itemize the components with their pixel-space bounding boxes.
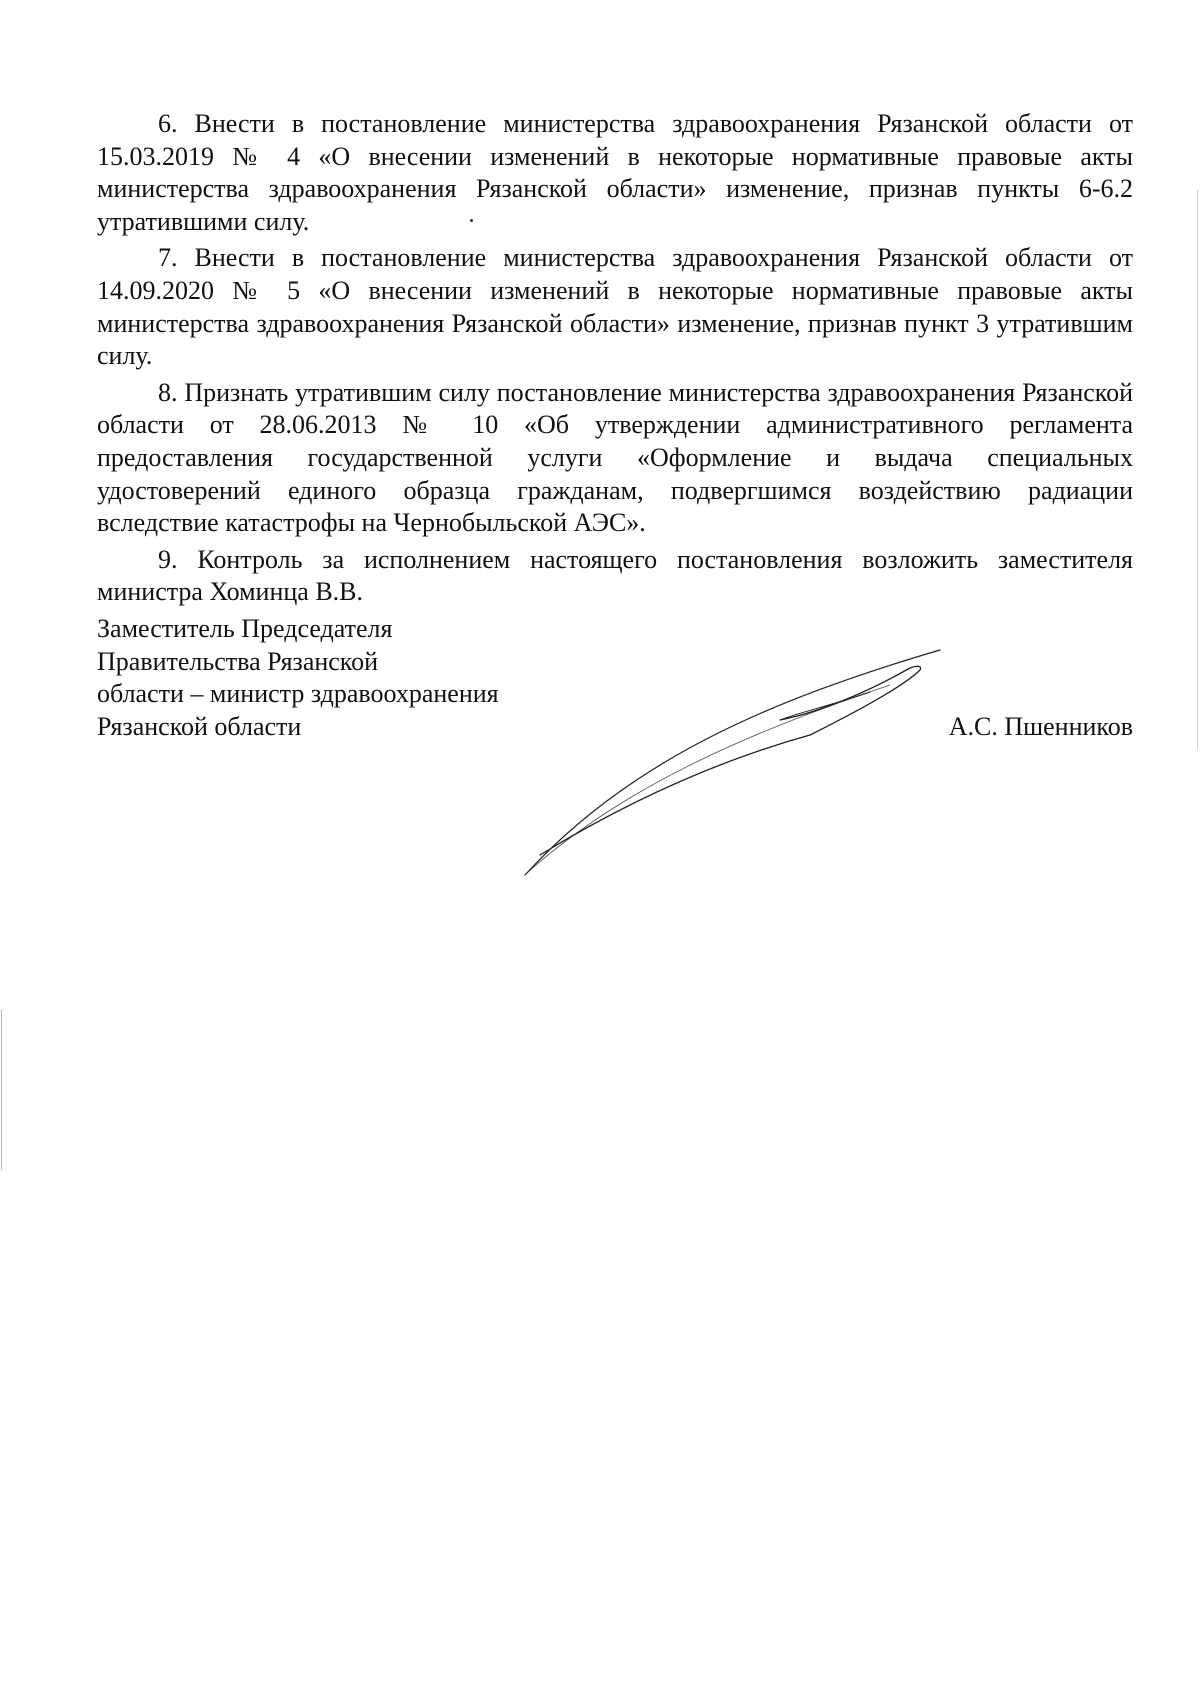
paragraph-7: 7. Внести в постановление министерства здравоохранения Рязанской области от 14.09.2020 № 5 «О внесении изменений в некоторые нормативные правовые акты министерства здравоохранения Рязанской области» изменение, признав пункт 3 утратившим силу.: [97, 243, 1133, 371]
signer-name: А.С. Пшенников: [948, 711, 1133, 741]
paragraph-9: 9. Контроль за исполнением настоящего постановления возложить заместителя министра Хоминца В.В.: [97, 544, 1133, 607]
document-body: [97, 108, 1133, 613]
scan-edge-mark-right: [1197, 190, 1198, 750]
signer-position-line-4: Рязанской области: [97, 711, 302, 741]
handwritten-signature: [510, 640, 990, 890]
signer-position-line-1: Заместитель Председателя: [97, 614, 393, 643]
paragraph-6: 6. Внести в постановление министерства здравоохранения Рязанской области от 15.03.2019 № 4 «О внесении изменений в некоторые нормативные правовые акты министерства здравоохранения Рязанской области» изменение, признав пункты 6-6.2 утратившими силу.: [97, 109, 1133, 236]
signer-position-line-3: области – министр здравоохранения: [97, 679, 499, 709]
scan-edge-mark-left: [1, 1010, 2, 1170]
paragraph-8: 8. Признать утратившим силу постановление министерства здравоохранения Рязанской области от 28.06.2013 № 10 «Об утверждении административного регламента предоставления государственной услуги «Оформление и выдача специальных удостоверений единого образца гражданам, подвергшимся воздействию радиации вследствие катастрофы на Чернобыльской АЭС».: [97, 377, 1133, 538]
signer-position-line-2: Правительства Рязанской: [97, 646, 379, 676]
